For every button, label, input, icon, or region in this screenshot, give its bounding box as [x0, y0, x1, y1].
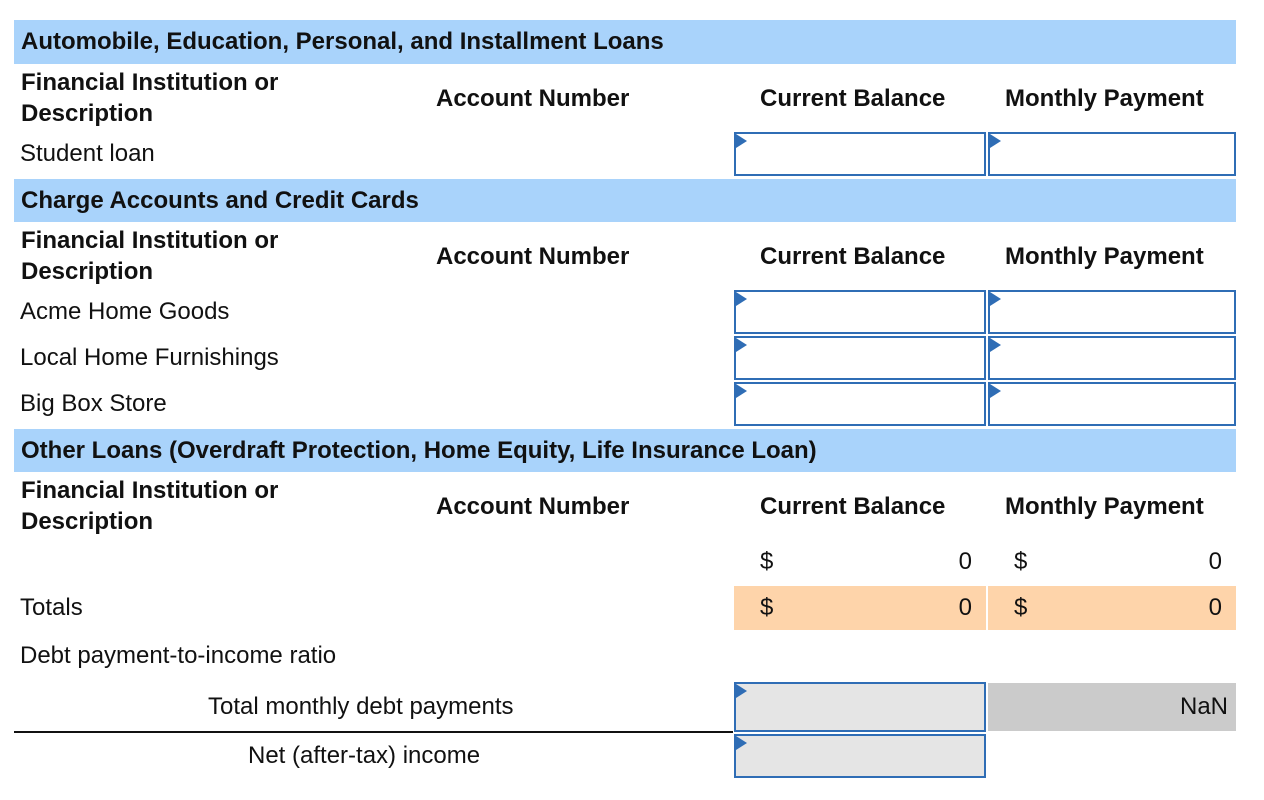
- other-loans-balance-amount: 0: [958, 548, 972, 575]
- total-payment-cell: [988, 586, 1236, 630]
- column-header-current-balance: Current Balance: [760, 85, 946, 112]
- acme-home-goods-balance-input[interactable]: [734, 290, 986, 334]
- section-title: Automobile, Education, Personal, and Installment Loans: [21, 28, 664, 55]
- local-home-furnishings-balance-input[interactable]: [734, 336, 986, 380]
- student-loan-balance-input[interactable]: [734, 132, 986, 176]
- total-monthly-debt-payments-label: Total monthly debt payments: [208, 693, 514, 720]
- totals-label: Totals: [20, 594, 83, 621]
- column-header-institution: Financial Institution or Description: [21, 69, 279, 127]
- ratio-heading: Debt payment-to-income ratio: [20, 642, 337, 669]
- total-balance-cell: [734, 586, 986, 630]
- column-header-current-balance: Current Balance: [760, 493, 946, 520]
- column-header-institution: Financial Institution or Description: [21, 227, 279, 285]
- section-title: Other Loans (Overdraft Protection, Home Equity, Life Insurance Loan): [21, 436, 817, 464]
- currency-symbol: $: [760, 594, 774, 621]
- total-balance-amount: 0: [958, 594, 972, 621]
- other-loans-payment-value: [988, 540, 1236, 584]
- total-payment-amount: 0: [1208, 594, 1222, 621]
- other-loans-balance-value: [734, 540, 986, 584]
- row-label-acme-home-goods: Acme Home Goods: [20, 298, 230, 325]
- column-header-monthly-payment: Monthly Payment: [1005, 493, 1204, 520]
- student-loan-payment-input[interactable]: [988, 132, 1236, 176]
- fraction-divider: [14, 731, 733, 733]
- column-header-current-balance: Current Balance: [760, 243, 946, 270]
- ratio-result-value: NaN: [988, 683, 1236, 731]
- currency-symbol: $: [1014, 548, 1028, 575]
- column-header-monthly-payment: Monthly Payment: [1005, 243, 1204, 270]
- row-label-local-home-furnishings: Local Home Furnishings: [20, 344, 279, 371]
- section-header-other-loans: [14, 429, 1236, 472]
- section-header-installment-loans: [14, 20, 1236, 64]
- big-box-store-balance-input[interactable]: [734, 382, 986, 426]
- net-income-input[interactable]: [734, 734, 986, 778]
- column-header-account-number: Account Number: [436, 493, 630, 520]
- local-home-furnishings-payment-input[interactable]: [988, 336, 1236, 380]
- big-box-store-payment-input[interactable]: [988, 382, 1236, 426]
- acme-home-goods-payment-input[interactable]: [988, 290, 1236, 334]
- column-header-monthly-payment: Monthly Payment: [1005, 85, 1204, 112]
- other-loans-payment-amount: 0: [1208, 548, 1222, 575]
- row-label-student-loan: Student loan: [20, 140, 155, 167]
- column-header-institution: Financial Institution or Description: [21, 477, 279, 535]
- net-income-label: Net (after-tax) income: [248, 742, 481, 769]
- row-label-big-box-store: Big Box Store: [20, 390, 167, 417]
- total-monthly-debt-payments-input[interactable]: [734, 682, 986, 732]
- section-title: Charge Accounts and Credit Cards: [21, 186, 419, 214]
- column-header-account-number: Account Number: [436, 243, 630, 270]
- section-header-charge-accounts: [14, 179, 1236, 222]
- column-header-account-number: Account Number: [436, 85, 630, 112]
- currency-symbol: $: [760, 548, 774, 575]
- currency-symbol: $: [1014, 594, 1028, 621]
